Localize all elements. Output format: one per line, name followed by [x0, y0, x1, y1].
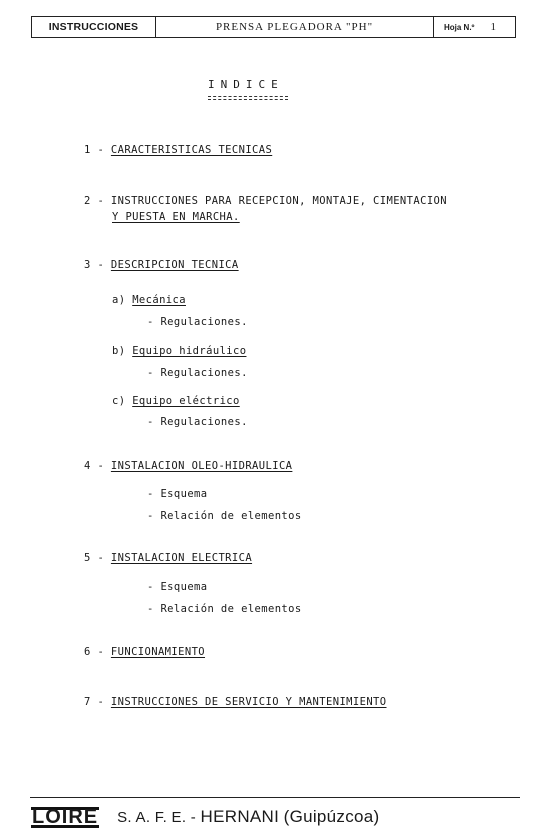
index-entry-1 [84, 144, 272, 156]
loire-logo [31, 806, 99, 828]
index-entry-7 [84, 696, 387, 708]
entry-4-detail-1: - Esquema [147, 488, 208, 500]
subentry-text: Equipo hidráulico [132, 345, 247, 357]
subentry-b [112, 345, 246, 357]
entry-number: 7 - [84, 696, 105, 708]
sheet-number: 1 [490, 21, 496, 33]
entry-number: 6 - [84, 646, 105, 658]
index-entry-4 [84, 460, 292, 472]
company-city: HERNANI [200, 807, 280, 826]
header-title: PRENSA PLEGADORA "PH" [156, 17, 434, 37]
subentry-label: c) [112, 395, 126, 407]
entry-text-line2: Y PUESTA EN MARCHA. [112, 211, 240, 223]
entry-number: 2 - [84, 195, 105, 207]
entry-text: FUNCIONAMIENTO [110, 646, 206, 658]
subentry-c-detail: - Regulaciones. [147, 416, 248, 428]
entry-number: 5 - [84, 552, 105, 564]
index-entry-2 [84, 195, 447, 207]
entry-text: INSTALACION OLEO-HIDRAULICA [110, 460, 293, 472]
subentry-a-detail: - Regulaciones. [147, 316, 248, 328]
subentry-text: Equipo eléctrico [132, 395, 240, 407]
entry-text: CARACTERISTICAS TECNICAS [110, 144, 273, 156]
index-entry-5 [84, 552, 252, 564]
entry-number: 1 - [84, 144, 105, 156]
index-entry-2-cont [112, 211, 240, 223]
subentry-a [112, 294, 186, 306]
subentry-label: a) [112, 294, 126, 306]
sheet-label: Hoja N.º [444, 22, 475, 32]
entry-text: INSTRUCCIONES DE SERVICIO Y MANTENIMIENTO [110, 696, 387, 708]
subentry-c [112, 395, 240, 407]
subentry-label: b) [112, 345, 126, 357]
header-section: INSTRUCCIONES [32, 17, 156, 37]
company-line: S. A. F. E. - HERNANI (Guipúzcoa) [117, 807, 380, 826]
entry-text: DESCRIPCION TECNICA [110, 259, 239, 271]
entry-text-line1: INSTRUCCIONES PARA RECEPCION, MONTAJE, CIMENTACION [110, 195, 447, 207]
logo-text: LOIRE [32, 805, 99, 828]
index-entry-6 [84, 646, 205, 658]
document-footer [31, 806, 380, 828]
entry-number: 3 - [84, 259, 105, 271]
index-title-rule [208, 96, 288, 100]
footer-rule [30, 797, 520, 798]
index-entry-3 [84, 259, 239, 271]
company-province: (Guipúzcoa) [283, 807, 380, 826]
entry-4-detail-2: - Relación de elementos [147, 510, 302, 522]
entry-text: INSTALACION ELECTRICA [110, 552, 253, 564]
entry-number: 4 - [84, 460, 105, 472]
document-header [31, 16, 516, 38]
index-title: INDICE [208, 78, 284, 91]
company-name: S. A. F. E. [117, 809, 187, 826]
entry-5-detail-2: - Relación de elementos [147, 603, 302, 615]
subentry-b-detail: - Regulaciones. [147, 367, 248, 379]
entry-5-detail-1: - Esquema [147, 581, 208, 593]
subentry-text: Mecánica [132, 294, 186, 306]
header-sheet [434, 17, 515, 37]
